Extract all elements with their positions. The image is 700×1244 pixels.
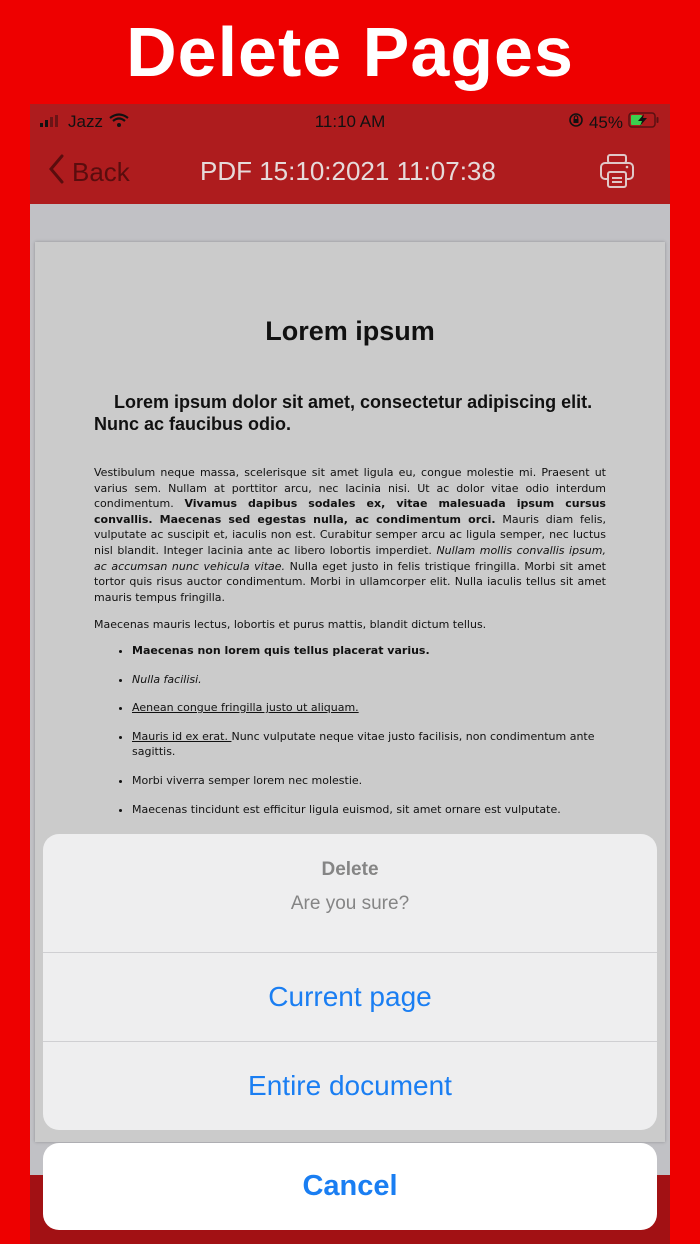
promo-banner-title: Delete Pages bbox=[126, 13, 574, 91]
text-run: Nulla eget justo in felis tristique fringilla. Morbi sit amet tortor quis risus auctor condimentum. Morbi in ullamcorper elit. Nulla iaculis tellus sit amet mauris tempus fringilla. bbox=[94, 559, 606, 604]
list-item-text: Maecenas tincidunt est efficitur ligula euismod, sit amet ornare est vulputate. bbox=[132, 802, 561, 816]
list-item bbox=[132, 672, 606, 688]
list-item-text: Morbi viverra semper lorem nec molestie. bbox=[132, 773, 363, 787]
document-title: PDF 15:10:2021 11:07:38 bbox=[200, 156, 496, 186]
doc-paragraph-2: Maecenas mauris lectus, lobortis et purus mattis, blandit dictum tellus. bbox=[94, 618, 487, 632]
doc-paragraph-1 bbox=[94, 465, 606, 605]
delete-current-page-button[interactable]: Current page bbox=[268, 981, 432, 1012]
delete-entire-document-button[interactable]: Entire document bbox=[43, 1041, 657, 1130]
list-item bbox=[132, 773, 606, 789]
list-item-text: Nulla facilisi. bbox=[132, 672, 202, 686]
text-run-bold: Vivamus dapibus sodales ex, vitae malesuada ipsum cursus convallis. Maecenas sed egestas nulla, ac condimentum orci. bbox=[94, 497, 606, 526]
chevron-left-icon bbox=[48, 154, 64, 191]
list-item bbox=[132, 643, 606, 659]
printer-icon bbox=[598, 177, 636, 194]
doc-bullet-list bbox=[94, 643, 606, 817]
text-run-italic: Nullam mollis convallis ipsum, ac accumsan nunc vehicula vitae. bbox=[94, 543, 606, 573]
list-item-text: Nunc vulputate neque vitae justo facilisis, non condimentum ante sagittis. bbox=[132, 729, 595, 759]
carrier-name: Jazz bbox=[68, 112, 103, 131]
orientation-lock-icon bbox=[568, 112, 584, 133]
text-run: Mauris diam felis, vulputate ac suscipit et, iaculis non est. Curabitur semper arcu ac ligula semper, nec luctus nisl blandit. Integer lacinia ante ac libero lobortis imperdiet. bbox=[94, 512, 607, 557]
list-item bbox=[132, 729, 606, 760]
back-label: Back bbox=[72, 157, 130, 187]
list-item bbox=[132, 700, 606, 716]
doc-title: Lorem ipsum bbox=[265, 316, 435, 346]
battery-charging-icon bbox=[628, 112, 660, 133]
print-button[interactable] bbox=[598, 152, 636, 190]
battery-percent: 45% bbox=[588, 112, 623, 132]
doc-subtitle: Lorem ipsum dolor sit amet, consectetur adipiscing elit. Nunc ac faucibus odio. bbox=[94, 392, 593, 434]
status-bar bbox=[30, 104, 670, 140]
cancel-button[interactable]: Cancel bbox=[43, 1143, 657, 1230]
phone-screen bbox=[30, 104, 670, 1244]
back-button[interactable] bbox=[48, 154, 130, 191]
status-time: 11:10 AM bbox=[314, 112, 386, 131]
action-sheet-header bbox=[43, 834, 657, 953]
list-item-text: Aenean congue fringilla justo ut aliquam. bbox=[132, 701, 359, 715]
navigation-bar bbox=[30, 140, 670, 204]
delete-action-sheet bbox=[43, 834, 657, 1130]
action-sheet-title: Delete bbox=[321, 859, 379, 880]
list-item-text: Maecenas non lorem quis tellus placerat varius. bbox=[132, 643, 430, 657]
text-run: Vestibulum neque massa, scelerisque sit amet ligula eu, congue molestie mi. Praesent ut varius sem. Nullam at porttitor arcu, nec lacinia nisi. Ut ac dolor vitae odio interdum condimentum. bbox=[94, 466, 606, 511]
list-item-text: Mauris id ex erat. bbox=[132, 729, 232, 743]
list-item bbox=[132, 802, 606, 818]
action-sheet-message: Are you sure? bbox=[290, 893, 410, 914]
